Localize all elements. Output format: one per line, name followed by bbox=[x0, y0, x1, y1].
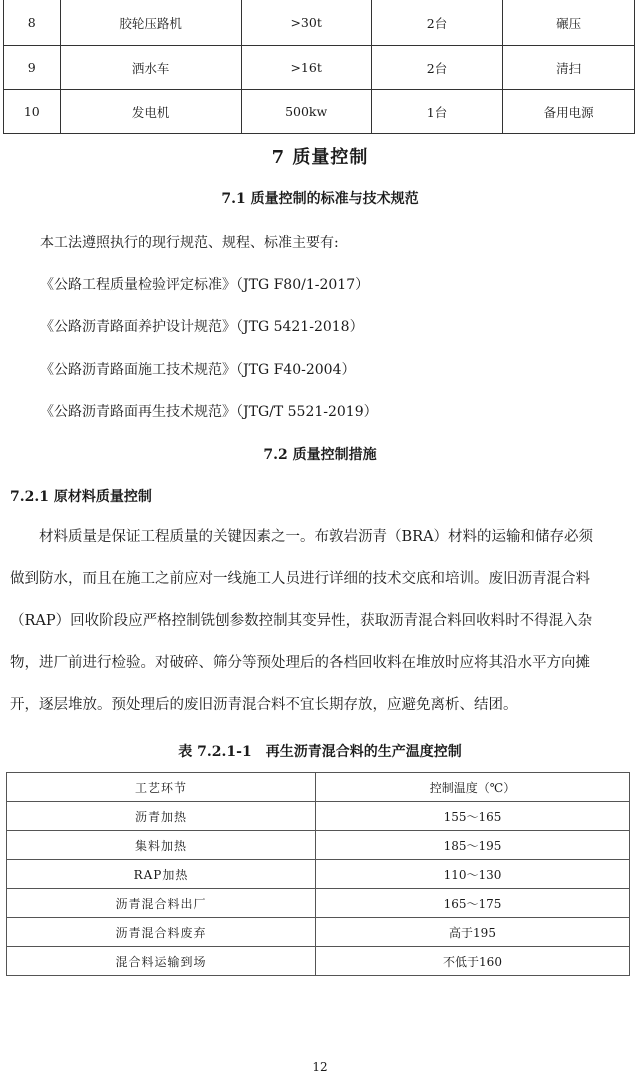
equipment-qty: 2台 bbox=[371, 0, 503, 46]
table-caption: 表 7.2.1-1 再生沥青混合料的生产温度控制 bbox=[178, 744, 462, 760]
equipment-name: 洒水车 bbox=[60, 46, 241, 90]
table-row bbox=[4, 46, 635, 90]
table-row bbox=[4, 0, 635, 46]
standard-item: 《公路沥青路面施工技术规范》（JTG F40-2004） bbox=[40, 362, 356, 378]
temperature-value: 165～175 bbox=[316, 889, 630, 918]
equipment-spec: 500kw bbox=[241, 90, 371, 134]
table-header-row bbox=[7, 773, 630, 802]
temperature-table bbox=[6, 772, 630, 976]
section-title-7-1: 7.1 质量控制的标准与技术规范 bbox=[221, 191, 419, 207]
equipment-spec: >16t bbox=[241, 46, 371, 90]
equipment-name: 胶轮压路机 bbox=[60, 0, 241, 46]
temperature-value: 110～130 bbox=[316, 860, 630, 889]
column-header: 工艺环节 bbox=[7, 773, 316, 802]
temperature-value: 高于195 bbox=[316, 918, 630, 947]
equipment-table bbox=[3, 0, 635, 134]
equipment-use: 碾压 bbox=[503, 0, 635, 46]
equipment-use: 清扫 bbox=[503, 46, 635, 90]
paragraph-line: 材料质量是保证工程质量的关键因素之一。布敦岩沥青（BRA）材料的运输和储存必须 bbox=[10, 529, 594, 545]
table-row bbox=[4, 90, 635, 134]
temperature-value: 155～165 bbox=[316, 802, 630, 831]
chapter-title: 7 质量控制 bbox=[271, 147, 369, 168]
equipment-qty: 1台 bbox=[371, 90, 503, 134]
equipment-no: 8 bbox=[4, 0, 61, 46]
table-row bbox=[7, 802, 630, 831]
paragraph-line: 开，逐层堆放。预处理后的废旧沥青混合料不宜长期存放，应避免离析、结团。 bbox=[10, 697, 518, 713]
table-row bbox=[7, 947, 630, 976]
column-header: 控制温度（℃） bbox=[316, 773, 630, 802]
body-paragraph bbox=[10, 516, 630, 726]
process-step: 沥青混合料废弃 bbox=[7, 918, 316, 947]
standard-item: 《公路沥青路面养护设计规范》（JTG 5421-2018） bbox=[40, 319, 364, 335]
equipment-use: 备用电源 bbox=[503, 90, 635, 134]
page-number: 12 bbox=[312, 1060, 328, 1074]
standards-intro: 本工法遵照执行的现行规范、规程、标准主要有: bbox=[40, 235, 339, 251]
table-row bbox=[7, 860, 630, 889]
equipment-qty: 2台 bbox=[371, 46, 503, 90]
standard-item: 《公路沥青路面再生技术规范》（JTG/T 5521-2019） bbox=[40, 404, 378, 420]
equipment-no: 9 bbox=[4, 46, 61, 90]
process-step: 混合料运输到场 bbox=[7, 947, 316, 976]
paragraph-line: 做到防水，而且在施工之前应对一线施工人员进行详细的技术交底和培训。废旧沥青混合料 bbox=[10, 571, 590, 587]
section-title-7-2: 7.2 质量控制措施 bbox=[263, 447, 377, 463]
equipment-spec: >30t bbox=[241, 0, 371, 46]
process-step: 集料加热 bbox=[7, 831, 316, 860]
equipment-no: 10 bbox=[4, 90, 61, 134]
paragraph-line: 物，进厂前进行检验。对破碎、筛分等预处理后的各档回收料在堆放时应将其沿水平方向摊 bbox=[10, 655, 590, 671]
process-step: RAP加热 bbox=[7, 860, 316, 889]
equipment-name: 发电机 bbox=[60, 90, 241, 134]
table-row bbox=[7, 918, 630, 947]
subsection-title-7-2-1: 7.2.1 原材料质量控制 bbox=[10, 489, 152, 505]
temperature-value: 不低于160 bbox=[316, 947, 630, 976]
process-step: 沥青加热 bbox=[7, 802, 316, 831]
table-row bbox=[7, 831, 630, 860]
temperature-value: 185～195 bbox=[316, 831, 630, 860]
process-step: 沥青混合料出厂 bbox=[7, 889, 316, 918]
paragraph-line: （RAP）回收阶段应严格控制铣刨参数控制其变异性，获取沥青混合料回收料时不得混入杂 bbox=[10, 613, 593, 629]
table-row bbox=[7, 889, 630, 918]
standard-item: 《公路工程质量检验评定标准》（JTG F80/1-2017） bbox=[40, 277, 370, 293]
